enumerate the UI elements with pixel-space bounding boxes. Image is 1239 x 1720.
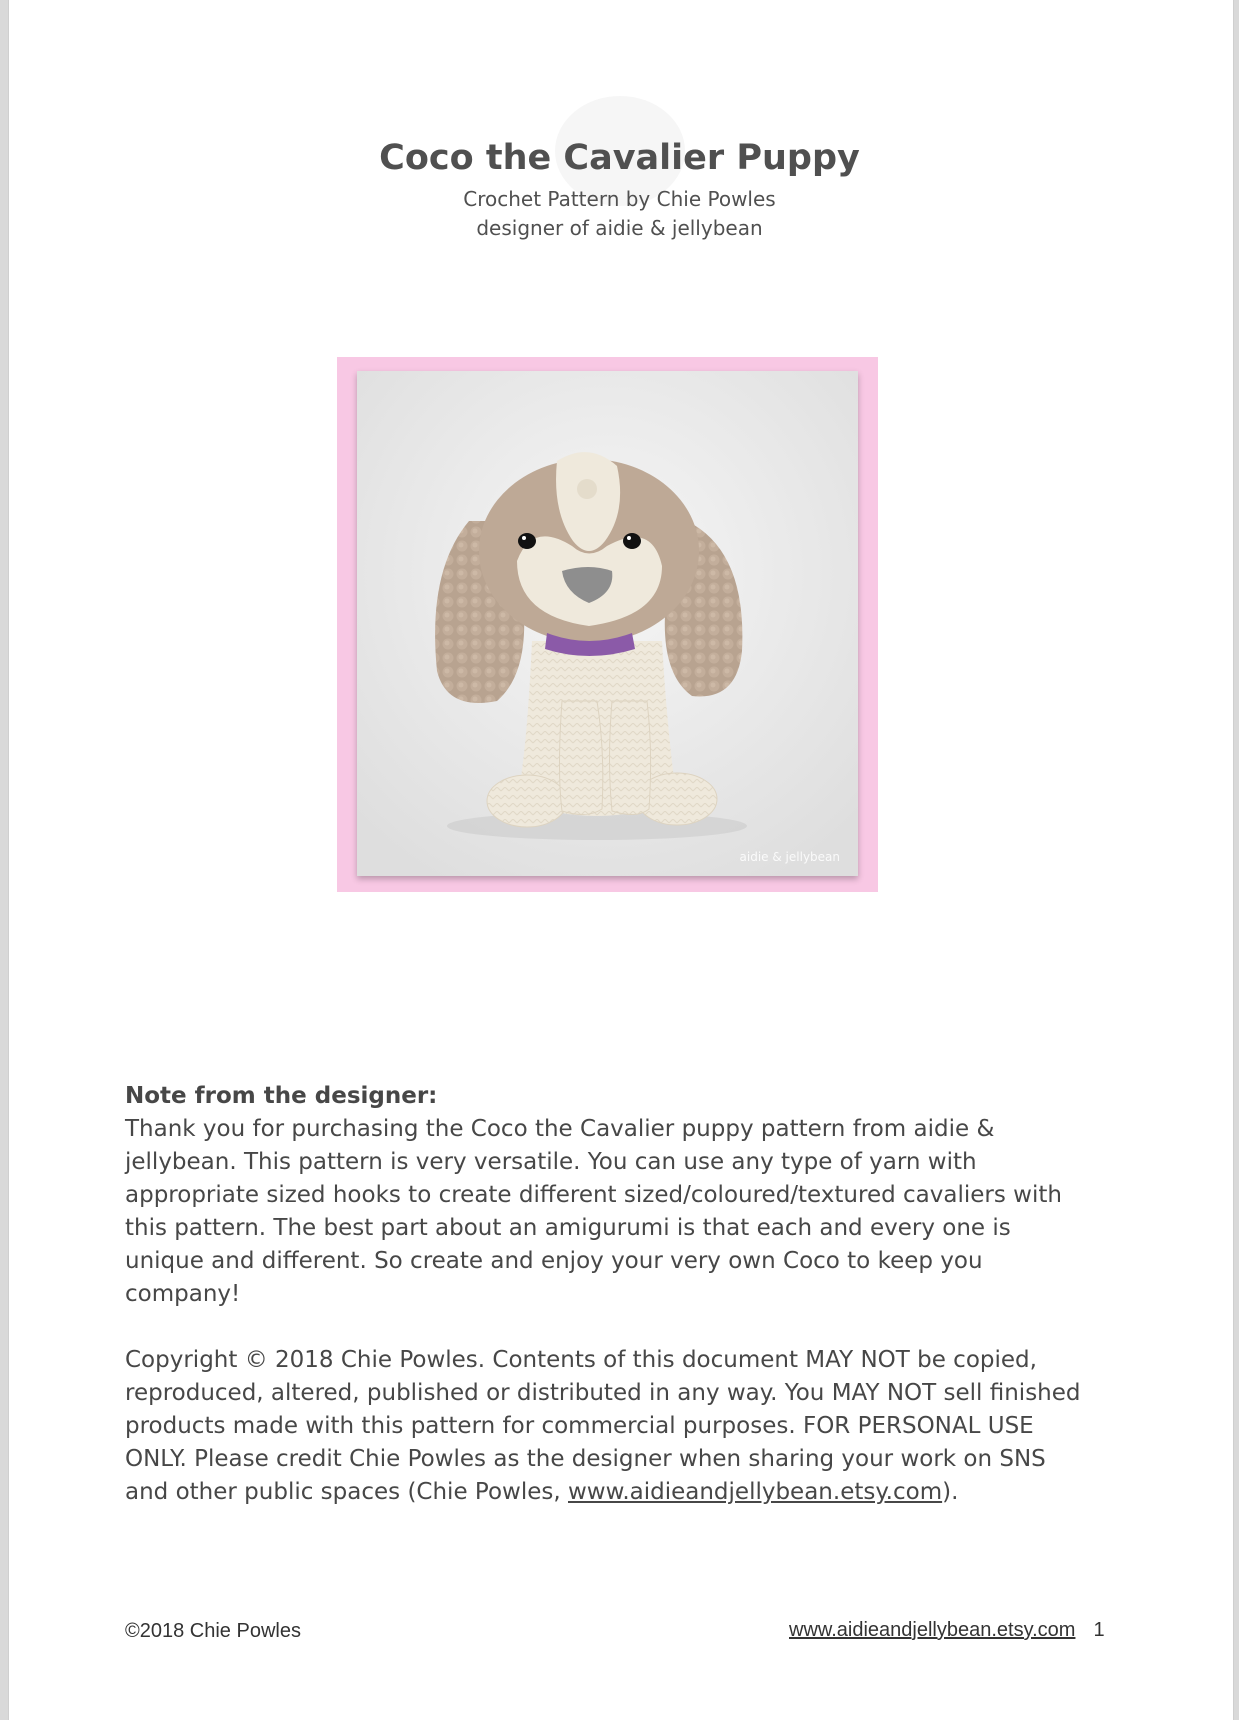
etsy-link[interactable]: www.aidieandjellybean.etsy.com [568, 1479, 943, 1505]
document-subtitle: Crochet Pattern by Chie Powles [463, 187, 776, 211]
copyright-text: Copyright © 2018 Chie Powles. Contents of this document MAY NOT be copied, reproduced, altered, published or distributed in any way. You MAY NOT sell finished products made with this pattern for commercial purposes. FOR PERSONAL USE ONLY. Please credit Chie Powles as the designer when sharing your work on SNS and other public spaces (Chie Powles, [125, 1347, 1081, 1505]
photo-frame [337, 357, 878, 892]
copyright-paragraph [125, 1344, 1085, 1509]
designer-line: designer of aidie & jellybean [476, 216, 763, 240]
note-paragraph: Thank you for purchasing the Coco the Cavalier puppy pattern from aidie & jellybean. This pattern is very versatile. You can use any type of yarn with appropriate sized hooks to create different sized/coloured/textured cavaliers with this pattern. The best part about an amigurumi is that each and every one is unique and different. So create and enjoy your very own Coco to keep you company! [125, 1116, 1062, 1307]
document-title: Coco the Cavalier Puppy [379, 138, 860, 178]
footer-right [789, 1619, 1105, 1642]
designer-note [125, 1080, 1085, 1509]
footer-url-link[interactable]: www.aidieandjellybean.etsy.com [789, 1619, 1076, 1641]
copyright-end: ). [942, 1479, 959, 1505]
page-number: 1 [1093, 1619, 1105, 1641]
footer-copyright: ©2018 Chie Powles [125, 1620, 301, 1642]
puppy-photo [357, 371, 858, 876]
note-heading: Note from the designer: [125, 1083, 438, 1109]
crochet-puppy-illustration [357, 371, 858, 876]
photo-watermark: aidie & jellybean [739, 850, 840, 864]
